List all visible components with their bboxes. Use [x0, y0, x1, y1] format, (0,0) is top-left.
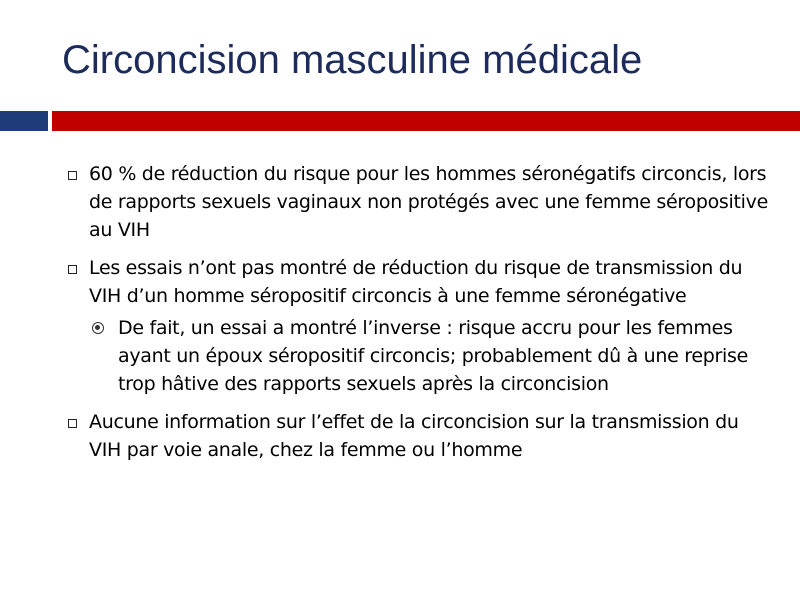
- title-rule-red: [52, 111, 800, 131]
- bullet-text: Aucune information sur l’effet de la circoncision sur la transmission du VIH par voie anale, chez la femme ou l’homme: [89, 411, 739, 461]
- bullet-text: Les essais n’ont pas montré de réduction du risque de transmission du VIH d’un homme séropositif circoncis à une femme séronégative: [89, 257, 743, 307]
- bullet-item: [0, 408, 800, 464]
- square-bullet-icon: [68, 265, 77, 274]
- sub-bullet-text: De fait, un essai a montré l’inverse : risque accru pour les femmes ayant un époux séropositif circoncis; probablement dû à une reprise trop hâtive des rapports sexuels après la circoncision: [118, 317, 749, 395]
- slide-title: Circoncision masculine médicale: [62, 38, 643, 82]
- sub-bullet-item: [0, 314, 800, 398]
- circle-bullet-icon: [92, 322, 104, 334]
- square-bullet-icon: [68, 419, 77, 428]
- bullet-item: [0, 254, 800, 310]
- square-bullet-icon: [68, 171, 77, 180]
- bullet-item: [0, 160, 800, 244]
- title-rule-blue: [0, 111, 48, 131]
- bullet-list: [0, 160, 800, 464]
- bullet-text: 60 % de réduction du risque pour les hommes séronégatifs circoncis, lors de rapports sexuels vaginaux non protégés avec une femme séropositive au VIH: [89, 163, 768, 241]
